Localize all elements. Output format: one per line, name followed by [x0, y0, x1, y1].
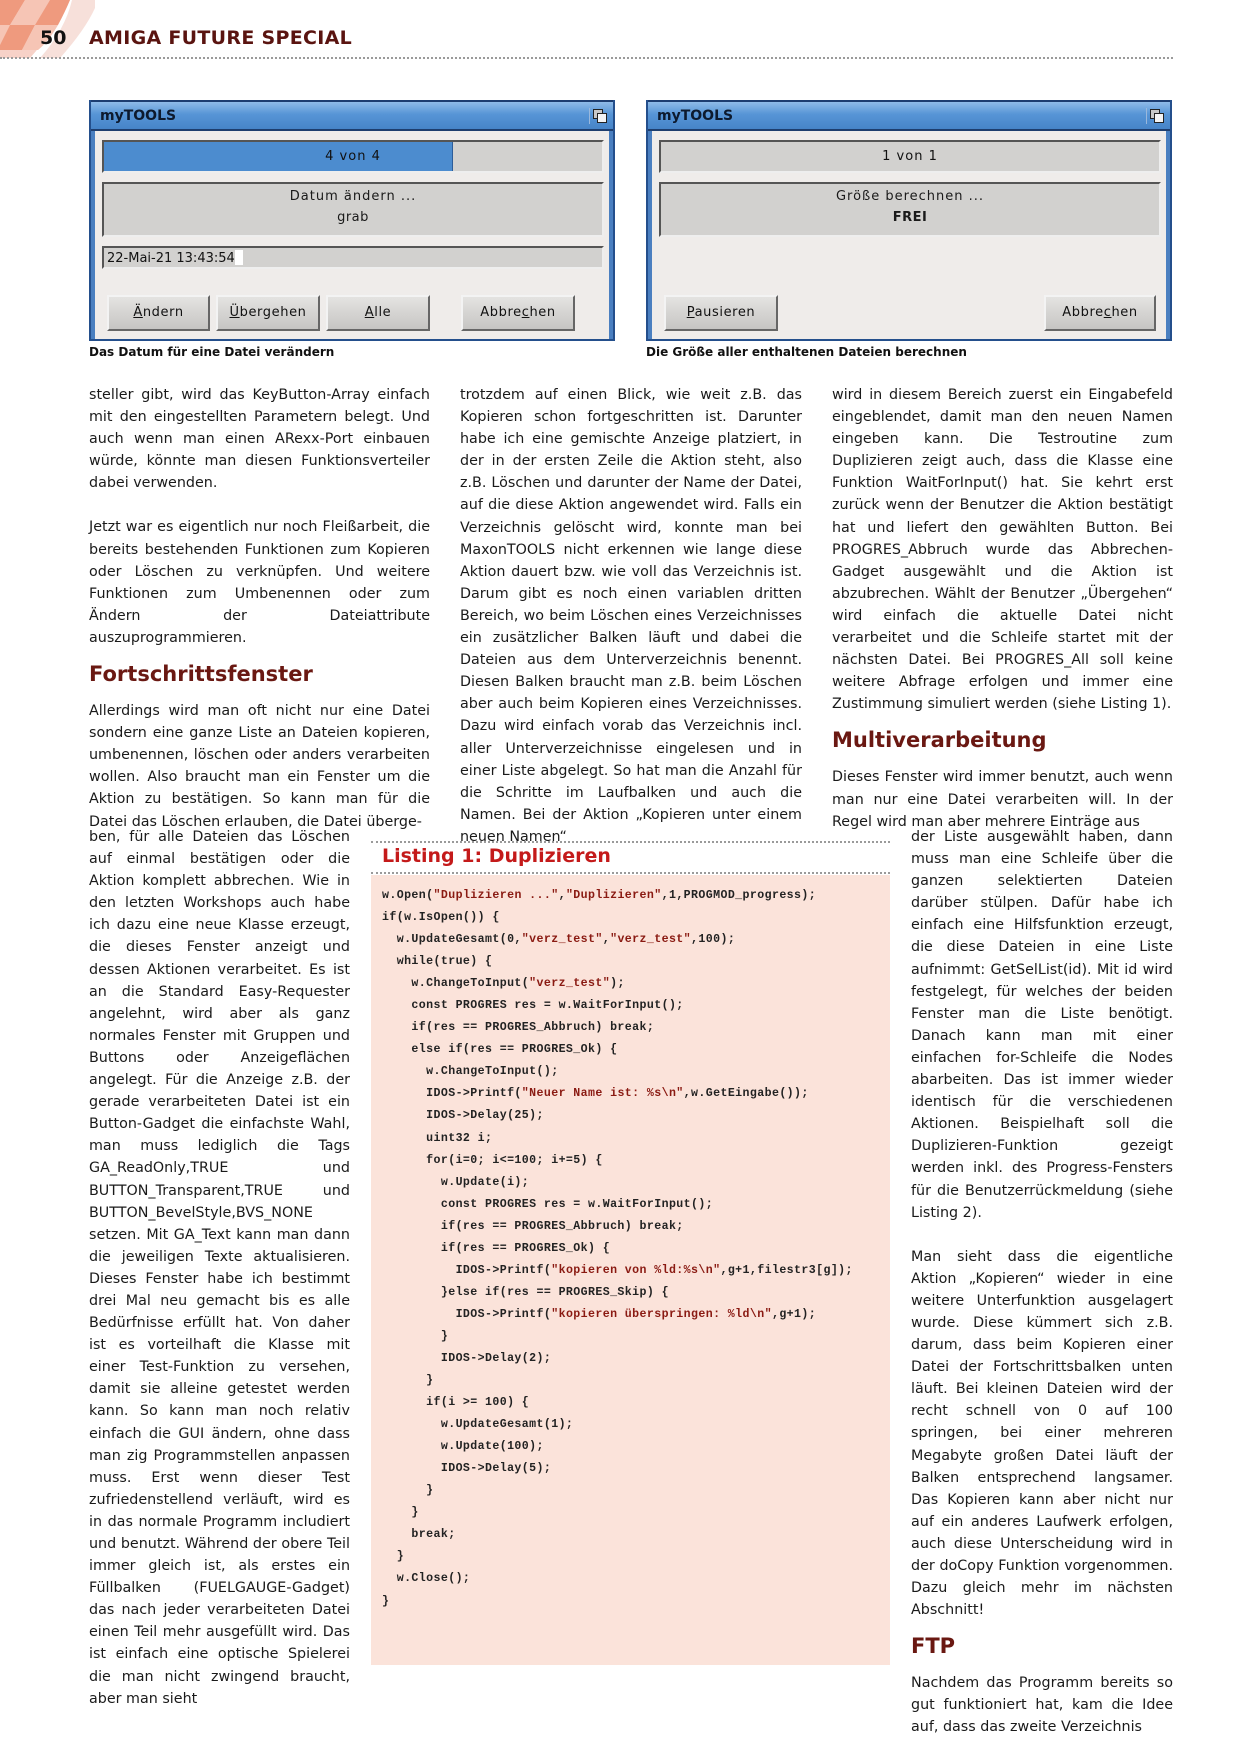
listing-divider-bottom [371, 872, 890, 874]
progress-gauge [102, 140, 604, 173]
paragraph: Nachdem das Programm bereits so gut funktioniert hat, kam die Idee auf, dass das zweite Verzeichnis [911, 1675, 1173, 1736]
pausieren-button[interactable]: Pausieren [664, 295, 778, 331]
section-heading-ftp: FTP [911, 1634, 956, 1659]
paragraph: Dieses Fenster wird immer benutzt, auch wenn man nur eine Datei verarbeiten will. In der Regel wird man aber mehrere Einträge aus [832, 769, 1173, 830]
code-line: IDOS->Printf("kopieren überspringen: %ld\n",g+1); [382, 1307, 817, 1321]
article-column-3-narrow [911, 826, 1173, 1739]
code-line: w.Open("Duplizieren ...","Duplizieren",1,PROGMOD_progress); [382, 889, 817, 902]
magazine-title: AMIGA FUTURE SPECIAL [89, 27, 353, 49]
figure-caption-right: Die Größe aller enthaltenen Dateien berechnen [646, 345, 967, 359]
code-line: w.Update(i); [382, 1175, 530, 1189]
progress-label: 4 von 4 [325, 149, 381, 164]
code-line: for(i=0; i<=100; i+=5) { [382, 1153, 603, 1167]
action-label: Datum ändern ... [289, 189, 417, 204]
code-line: if(res == PROGRES_Abbruch) break; [382, 1021, 655, 1035]
code-line: IDOS->Delay(2); [382, 1351, 552, 1365]
code-line: IDOS->Delay(5); [382, 1462, 552, 1476]
article-column-3 [832, 384, 1173, 833]
code-line: } [382, 1484, 434, 1498]
code-line: IDOS->Printf("Neuer Name ist: %s\n",w.GetEingabe()); [382, 1087, 809, 1101]
paragraph: Allerdings wird man oft nicht nur eine Datei sondern eine ganze Liste an Dateien kopieren, umbenennen, löschen oder anders verarbeiten wollen. Also braucht man ein Fenster um die Aktion zu bestätigen. So kann man für die Datei das Löschen erlauben, die Datei überge- [89, 703, 430, 830]
code-line: w.Close(); [382, 1572, 471, 1586]
header-divider [0, 57, 1173, 59]
code-line: break; [382, 1528, 456, 1542]
file-name-label: grab [337, 210, 369, 225]
article-column-1 [89, 384, 430, 833]
code-line: w.UpdateGesamt(0,"verz_test","verz_test",100); [382, 933, 736, 947]
paragraph: der Liste ausgewählt haben, dann muss man eine Schleife über die ganzen selektierten Dateien darüber stülpen. Dafür habe ich einfach eine Hilfsfunktion erzeugt, die diese Dateien in eine Liste aufnimmt: GetSelList(id). Mit id wird festgelegt, für welches der beiden Fenster man die Liste benötigt. Danach kann man mit einer einfachen for-Schleife die Nodes abarbeiten. Das ist immer wieder identisch für die verschiedenen Aktionen. Beispielhaft soll die Duplizieren-Funktion gezeigt werden inkl. des Progress-Fensters für die Benutzerrückmeldung (siehe Listing 2). [911, 829, 1173, 1221]
paragraph: Man sieht dass die eigentliche Aktion „Kopieren“ wieder in eine weitere Unterfunktion ausgelagert wurde. Diese kümmert sich z.B. darum, dass beim Kopieren einer Datei der Fortschrittsbalken unten läuft. Bei kleinen Dateien wird der recht schnell von 0 auf 100 springen, bei einer mehreren Megabyte großen Datei läuft der Balken entsprechend langsamer. Das Kopieren kann aber nicht nur auf ein anderes Laufwerk erfolgen, auch diese Unterscheidung wird in der doCopy Funktion vorgenommen. Dazu gleich mehr im nächsten Abschnitt! [911, 1248, 1173, 1619]
code-line: if(res == PROGRES_Ok) { [382, 1241, 611, 1255]
section-heading-fortschrittsfenster: Fortschrittsfenster [89, 662, 313, 687]
date-input-value: 22-Mai-21 13:43:54 [107, 251, 235, 266]
paragraph: Jetzt war es eigentlich nur noch Fleißarbeit, die bereits bestehenden Funktionen zum Kopieren oder Löschen zu verknüpfen. Und weitere Funktionen zum Umbenennen oder zum Ändern der Dateiattribute auszuprogrammieren. [89, 519, 430, 646]
code-listing [371, 875, 890, 1665]
code-line: IDOS->Printf("kopieren von %ld:%s\n",g+1,filestr3[g]); [382, 1263, 853, 1277]
alle-button[interactable]: Alle [326, 295, 430, 331]
progress-gauge [659, 140, 1161, 173]
code-line: w.ChangeToInput(); [382, 1065, 559, 1079]
abbrechen-button[interactable]: Abbrechen [1044, 295, 1156, 331]
code-line: const PROGRES res = w.WaitForInput(); [382, 1197, 714, 1211]
text-cursor [235, 250, 243, 265]
code-line: else if(res == PROGRES_Ok) { [382, 1043, 618, 1057]
paragraph: trotzdem auf einen Blick, wie weit z.B. das Kopieren schon fortgeschritten ist. Darunter habe ich eine gemischte Anzeige platziert, in der in der ersten Zeile die Aktion steht, also z.B. Löschen und darunter der Name der Datei, auf die diese Aktion angewendet wird. Falls ein Verzeichnis gelöscht wird, konnte man bei MaxonTOOLS nicht erkennen wie lange diese Aktion dauert bzw. wie voll das Verzeichnis ist. Darum gibt es noch einen variablen dritten Bereich, wo beim Löschen eines Verzeichnisses ein zusätzlicher Balken läuft und dabei die Dateien aus dem Unterverzeichnis benennt. Diesen Balken braucht man z.B. beim Löschen aber auch beim Kopieren eines Verzeichnisses. Dazu wird einfach vorab das Verzeichnis incl. aller Unterverzeichnisse eingelesen und in einer Liste abgelegt. So hat man die Anzahl für die Schritte im Laufbalken und auch die Namen. Bei der Aktion „Kopieren unter einem neuen Namen“ [460, 387, 802, 845]
code-line: w.ChangeToInput("verz_test"); [382, 977, 625, 991]
action-info-box [102, 182, 604, 237]
code-line: } [382, 1374, 434, 1388]
code-line: if(i >= 100) { [382, 1396, 530, 1410]
listing-divider-top [371, 841, 890, 843]
action-info-box [659, 182, 1161, 237]
mytools-window-datum [89, 100, 615, 341]
window-title: myTOOLS [100, 108, 177, 124]
window-title: myTOOLS [657, 108, 734, 124]
action-label: Größe berechnen ... [835, 189, 985, 204]
code-line: w.UpdateGesamt(1); [382, 1418, 574, 1432]
code-line: if(w.IsOpen()) { [382, 911, 500, 925]
code-line: } [382, 1506, 419, 1520]
article-column-2 [460, 384, 802, 848]
volume-name-label: FREI [892, 210, 928, 225]
section-heading-multiverarbeitung: Multiverarbeitung [832, 728, 1047, 753]
mytools-window-groesse [646, 100, 1172, 341]
uebergehen-button[interactable]: Übergehen [216, 295, 320, 331]
paragraph: steller gibt, wird das KeyButton-Array einfach mit den eingestellten Parametern belegt. Und auch wenn man einen ARexx-Port einbauen würde, könnte man diesen Funktionsverteiler dabei verwenden. [89, 387, 430, 492]
code-line: const PROGRES res = w.WaitForInput(); [382, 999, 684, 1013]
progress-label: 1 von 1 [882, 149, 938, 164]
aendern-button[interactable]: Ändern [107, 295, 210, 331]
code-line: } [382, 1550, 405, 1564]
code-line: uint32 i; [382, 1131, 493, 1145]
page-number: 50 [40, 27, 67, 49]
article-column-1-narrow [89, 826, 350, 1710]
window-titlebar[interactable] [648, 100, 1170, 131]
code-line: IDOS->Delay(25); [382, 1109, 544, 1123]
code-line: } [382, 1329, 449, 1343]
code-line: }else if(res == PROGRES_Skip) { [382, 1285, 669, 1299]
figure-caption-left: Das Datum für eine Datei verändern [89, 345, 335, 359]
code-line: while(true) { [382, 955, 493, 969]
window-titlebar[interactable] [91, 100, 613, 131]
abbrechen-button[interactable]: Abbrechen [461, 295, 575, 331]
listing-title: Listing 1: Duplizieren [382, 845, 611, 867]
depth-gadget-icon[interactable] [589, 108, 605, 124]
code-line: if(res == PROGRES_Abbruch) break; [382, 1219, 684, 1233]
date-input[interactable] [102, 246, 604, 269]
code-line: w.Update(100); [382, 1440, 544, 1454]
code-line: } [382, 1594, 390, 1608]
depth-gadget-icon[interactable] [1146, 108, 1162, 124]
paragraph: ben, für alle Dateien das Löschen auf einmal bestätigen oder die Aktion komplett abbrechen. Wie in den letzten Workshops auch habe ich dazu eine neue Klasse erzeugt, die dieses Fenster anzeigt und dessen Aktionen verarbeitet. Es ist an die Standard Easy-Requester angelehnt, wird aber als ganz normales Fenster mit Gruppen und Buttons oder Anzeigeflächen angelegt. Für die Anzeige z.B. der gerade verarbeiteten Datei ist ein Button-Gadget die einfachste Wahl, man muss lediglich die Tags GA_ReadOnly,TRUE und BUTTON_Transparent,TRUE und BUTTON_BevelStyle,BVS_NONE setzen. Mit GA_Text kann man dann die jeweiligen Texte aktualisieren. Dieses Fenster habe ich bestimmt drei Mal neu gemacht bis es alle Bedürfnisse erfüllt hat. Von daher ist es vorteilhaft die Klasse mit einer Test-Funktion zu versehen, damit sie alleine getestet werden kann. So kann man noch relativ einfach die GUI ändern, ohne dass man zig Programmstellen anpassen muss. Erst wenn dieser Test zufriedenstellend verläuft, wird es in das normale Programm includiert und benutzt. Während der obere Teil immer gleich ist, als erstes ein Füllbalken (FUELGAUGE-Gadget) das nach jeder verarbeiteten Datei einen Teil mehr ausgefüllt wird. Das ist einfach eine optische Spielerei die man nicht zwingend braucht, aber man sieht [89, 829, 350, 1707]
paragraph: wird in diesem Bereich zuerst ein Eingabefeld eingeblendet, damit man den neuen Namen eingeben kann. Die Testroutine zum Duplizieren zeigt auch, dass die Klasse eine Funktion WaitForInput() hat. Sie kehrt erst zurück wenn der Benutzer die Aktion bestätigt hat und liefert den gewählten Button. Bei PROGRES_Abbruch wurde das Abbrechen-Gadget ausgewählt und die Aktion ist abzubrechen. Wählt der Benutzer „Übergehen“ wird einfach die aktuelle Datei nicht verarbeitet und die Schleife startet mit der nächsten Datei. Bei PROGRES_All soll keine weitere Abfrage erfolgen und immer eine Zustimmung simuliert werden (siehe Listing 1). [832, 387, 1173, 713]
